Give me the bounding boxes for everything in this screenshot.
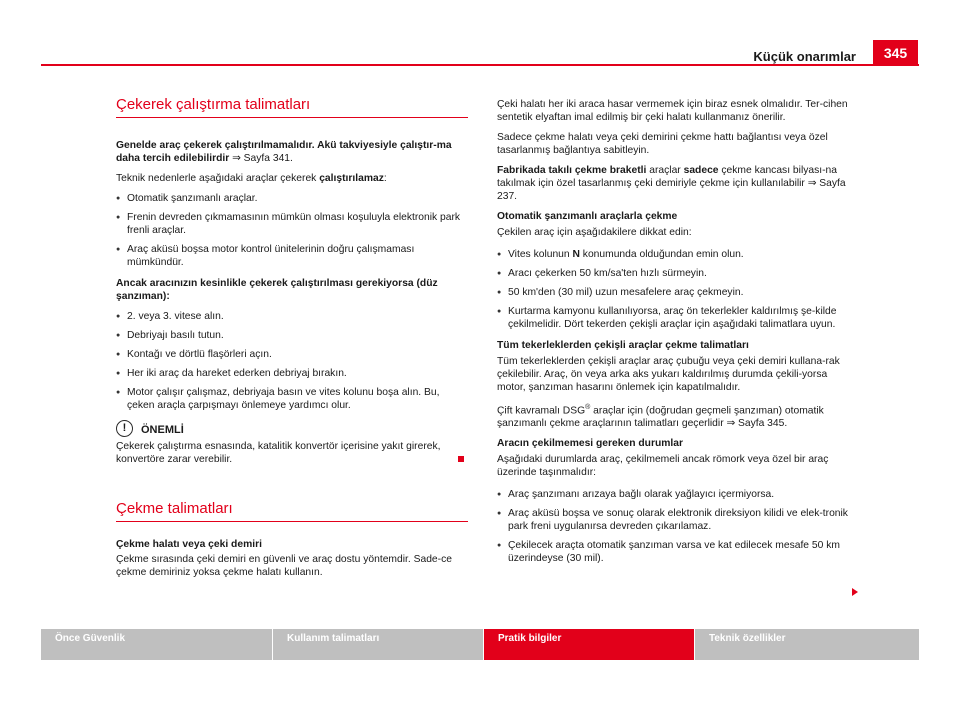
- p1-bold: çalıştırılamaz: [319, 173, 384, 184]
- dsg-text: Çift kavramalı DSG: [497, 405, 586, 417]
- footer-tab-operating[interactable]: Kullanım talimatları: [273, 629, 483, 660]
- list-item: ● 50 km'den (30 mil) uzun mesafelere araç çekmeyin.: [497, 286, 849, 299]
- tow-rope-text: Çekme sırasında çeki demiri en güvenli ve araç dostu yöntemdir. Sade-ce çekme demiriniz yoksa çekme halatı kullanın.: [116, 554, 452, 578]
- footer-tab-practical[interactable]: Pratik bilgiler: [484, 629, 694, 660]
- p3-text-1: araçlar: [646, 165, 684, 176]
- automatic-towing-intro: Çekilen araç için aşağıdakilere dikkat edin:: [497, 227, 692, 238]
- left-column-lower: [116, 502, 468, 586]
- list-item: ● Araç şanzımanı arızaya bağlı olarak yağlayıcı içermiyorsa.: [497, 488, 849, 501]
- awd-text: Tüm tekerleklerden çekişli araçlar araç çubuğu veya çeki demiri kullana-rak çekilebilir. Araç, ön veya arka aks yukarı kaldırılmış durumda çekili-yorsa motor, şanzıman hasarını önlemek için kapatılmalıdır.: [497, 356, 840, 393]
- factory-bracket-ref-link[interactable]: ⇒ Sayfa 237.: [497, 178, 846, 202]
- p1-text: Teknik nedenlerle aşağıdaki araçlar çekerek: [116, 173, 320, 184]
- auto-b1-text: Vites kolunun: [508, 249, 573, 260]
- list-item: ● Kurtarma kamyonu kullanılıyorsa, araç ön tekerlekler kaldırılmış şe-kilde çekilmelidir. Dört tekerden çekişli araçlar için aşağıdaki talimatlara uyun.: [497, 305, 849, 331]
- intro-paragraph: [116, 139, 468, 165]
- list-item: ● Kontağı ve dörtlü flaşörleri açın.: [116, 348, 468, 361]
- warning-icon: !: [116, 420, 133, 437]
- list-item: ● Debriyajı basılı tutun.: [116, 329, 468, 342]
- notice-body: Çekerek çalıştırma esnasında, katalitik konvertör içerisine yakıt girerek, konvertöre zarar verebilir.: [116, 441, 441, 465]
- continue-arrow-icon: [852, 588, 858, 596]
- page-header-title: Küçük onarımlar: [753, 49, 856, 64]
- awd-heading: Tüm tekerleklerden çekişli araçlar çekme talimatları: [497, 340, 749, 351]
- intro-bold: Genelde araç çekerek çalıştırılmamalıdır. Akü takviyesiyle çalıştır-ma daha tercih edilebilirdir: [116, 140, 452, 164]
- gear-n-bold: N: [572, 249, 580, 260]
- end-of-section-marker: [458, 456, 464, 462]
- dsg-text-rest: araçlar için (doğrudan geçmeli şanzıman) otomatik şanzımanlı çekme araçlarının talimatları geçerlidir: [497, 405, 824, 430]
- dsg-paragraph: [497, 401, 849, 430]
- not-tow-heading: Aracın çekilmemesi gereken durumlar: [497, 438, 684, 450]
- list-item: ● Çekilecek araçta otomatik şanzıman varsa ve kat edilecek mesafe 50 km üzerindeyse (30 mil).: [497, 539, 849, 565]
- only-bold: sadece: [683, 165, 719, 176]
- list-item: ● Frenin devreden çıkmamasının mümkün olması koşuluyla elektronik park frenli araçlar.: [116, 211, 468, 237]
- left-column: [116, 98, 468, 473]
- list-item: ● Her iki araç da hareket ederken debriyaj bırakın.: [116, 367, 468, 380]
- paragraph-cannot-jump-start: [116, 172, 468, 185]
- manual-transmission-heading: Ancak aracınızın kesinlikle çekerek çalıştırılması gerekiyorsa (düz şanzıman):: [116, 278, 438, 302]
- registered-mark: ®: [585, 404, 591, 411]
- list-item: ● Araç aküsü boşsa motor kontrol ünitelerinin doğru çalışmaması mümkündür.: [116, 243, 468, 269]
- paragraph-factory-bracket: [497, 164, 849, 203]
- list-item: ● Motor çalışır çalışmaz, debriyaja basın ve vites kolunu boşa alın. Bu, çeken araçla çarpışmayı önlemeye yardımcı olur.: [116, 386, 468, 412]
- list-item: ● Aracı çekerken 50 km/sa'ten hızlı sürmeyin.: [497, 267, 849, 280]
- right-column: [497, 98, 849, 571]
- paragraph-tow-rope: Çeki halatı her iki araca hasar vermemek için biraz esnek olmalıdır. Ter-cihen sentetik elyaftan imal edilmiş bir çeki halatı kullanmanız önerilir.: [497, 99, 848, 123]
- p3-text-2: çekme kancası bilyası-na takılmak için özel tasarlanmış çeki demiriyle çekme için kullanılabilir: [497, 165, 837, 189]
- factory-bracket-bold: Fabrikada takılı çekme braketli: [497, 165, 647, 176]
- not-tow-text: Aşağıdaki durumlarda araç, çekilmemeli ancak römork veya özel bir araç üzerinde taşınmalıdır:: [497, 454, 829, 479]
- list-item: ● 2. veya 3. vitese alın.: [116, 310, 468, 323]
- automatic-towing-heading: Otomatik şanzımanlı araçlarla çekme: [497, 211, 678, 222]
- page-number: 345: [873, 40, 918, 66]
- auto-b1-rest: konumunda olduğundan emin olun.: [579, 249, 744, 260]
- notice-text: [116, 440, 468, 466]
- section-title-towing: Çekme talimatları: [116, 502, 468, 522]
- notice-title: ÖNEMLİ: [141, 424, 184, 436]
- paragraph-attach: Sadece çekme halatı veya çeki demirini çekme hattı bağlantısı veya özel tasarlanmış bağlantıya sabitleyin.: [497, 132, 828, 156]
- header-rule: [41, 64, 919, 66]
- intro-ref-link[interactable]: ⇒ Sayfa 341.: [232, 153, 293, 164]
- list-item: ● Araç aküsü boşsa ve sonuç olarak elektronik direksiyon kilidi ve elek-tronik park freni uygulanırsa devreden çıkarılamaz.: [497, 507, 849, 533]
- tow-rope-heading: Çekme halatı veya çeki demiri: [116, 539, 262, 550]
- footer-tab-safety[interactable]: Önce Güvenlik: [41, 629, 272, 660]
- footer-tab-technical[interactable]: Teknik özellikler: [695, 629, 919, 660]
- p1-colon: :: [383, 173, 387, 184]
- list-item: [497, 248, 849, 261]
- list-item: ● Otomatik şanzımanlı araçlar.: [116, 192, 468, 205]
- notice-header: [116, 420, 468, 437]
- section-title-jump-start: Çekerek çalıştırma talimatları: [116, 98, 468, 118]
- dsg-ref-link[interactable]: ⇒ Sayfa 345.: [726, 418, 788, 430]
